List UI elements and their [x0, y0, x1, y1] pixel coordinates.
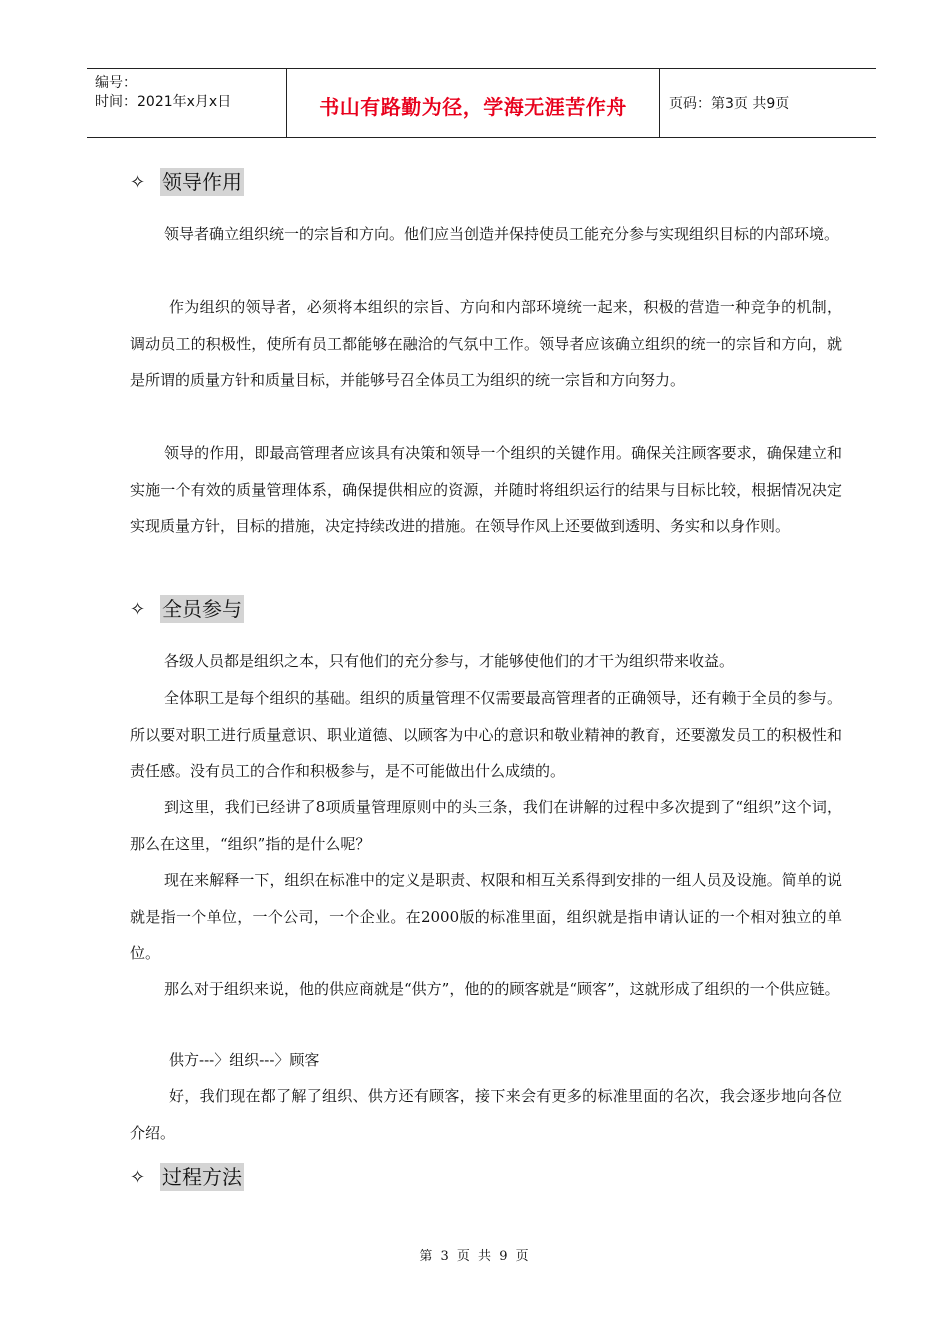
page-number-label: 页码：第3页 共9页 — [669, 96, 790, 112]
paragraph: 现在来解释一下，组织在标准中的定义是职责、权限和相互关系得到安排的一组人员及设施。简单的说就是指一个单位，一个公司，一个企业。在2000版的标准里面，组织就是指申请认证的一个相对独立的单位。 — [130, 871, 842, 962]
time-label: 时间：2021年x月x日 — [95, 94, 232, 110]
section-title: 过程方法 — [162, 1165, 242, 1189]
page-header — [87, 68, 876, 138]
paragraph: 全体职工是每个组织的基础。组织的质量管理不仅需要最高管理者的正确领导，还有赖于全员的参与。所以要对职工进行质量意识、职业道德、以顾客为中心的意识和敬业精神的教育，还要激发员工的积极性和责任感。没有员工的合作和积极参与，是不可能做出什么成绩的。 — [130, 689, 842, 780]
diamond-star-icon: ✧ — [130, 1166, 146, 1188]
section-heading — [130, 168, 244, 198]
paragraph: 那么对于组织来说，他的供应商就是“供方”，他的的顾客就是“顾客”，这就形成了组织的一个供应链。 — [164, 980, 840, 998]
paragraph: 到这里，我们已经讲了8项质量管理原则中的头三条，我们在讲解的过程中多次提到了“组织”这个词，那么在这里，“组织”指的是什么呢？ — [130, 798, 842, 853]
number-label: 编号： — [95, 75, 137, 91]
header-meta-cell — [87, 69, 287, 137]
section-title: 领导作用 — [162, 170, 242, 194]
paragraph: 好，我们现在都了解了组织、供方还有顾客，接下来会有更多的标准里面的名次，我会逐步地向各位介绍。 — [130, 1087, 842, 1142]
paragraph: 各级人员都是组织之本，只有他们的充分参与，才能够使他们的才干为组织带来收益。 — [164, 652, 735, 670]
motto-text: 书山有路勤为径，学海无涯苦作舟 — [319, 95, 627, 119]
paragraph: 领导者确立组织统一的宗旨和方向。他们应当创造并保持使员工能充分参与实现组织目标的内部环境。 — [164, 225, 840, 243]
diamond-star-icon: ✧ — [130, 171, 146, 193]
paragraph: 供方---〉组织---〉顾客 — [169, 1051, 320, 1069]
paragraph: 作为组织的领导者，必须将本组织的宗旨、方向和内部环境统一起来，积极的营造一种竞争的机制，调动员工的积极性，使所有员工都能够在融洽的气氛中工作。领导者应该确立组织的统一的宗旨和方向，就是所谓的质量方针和质量目标，并能够号召全体员工为组织的统一宗旨和方向努力。 — [130, 298, 842, 389]
page-footer: 第 3 页 共 9 页 — [419, 1249, 531, 1264]
diamond-star-icon: ✧ — [130, 598, 146, 620]
section-heading — [130, 595, 244, 625]
header-motto-cell — [287, 69, 660, 137]
section-title: 全员参与 — [162, 597, 242, 621]
section-heading — [130, 1163, 244, 1193]
paragraph: 领导的作用，即最高管理者应该具有决策和领导一个组织的关键作用。确保关注顾客要求，确保建立和实施一个有效的质量管理体系，确保提供相应的资源，并随时将组织运行的结果与目标比较，根据情况决定实现质量方针，目标的措施，决定持续改进的措施。在领导作风上还要做到透明、务实和以身作则。 — [130, 444, 842, 535]
